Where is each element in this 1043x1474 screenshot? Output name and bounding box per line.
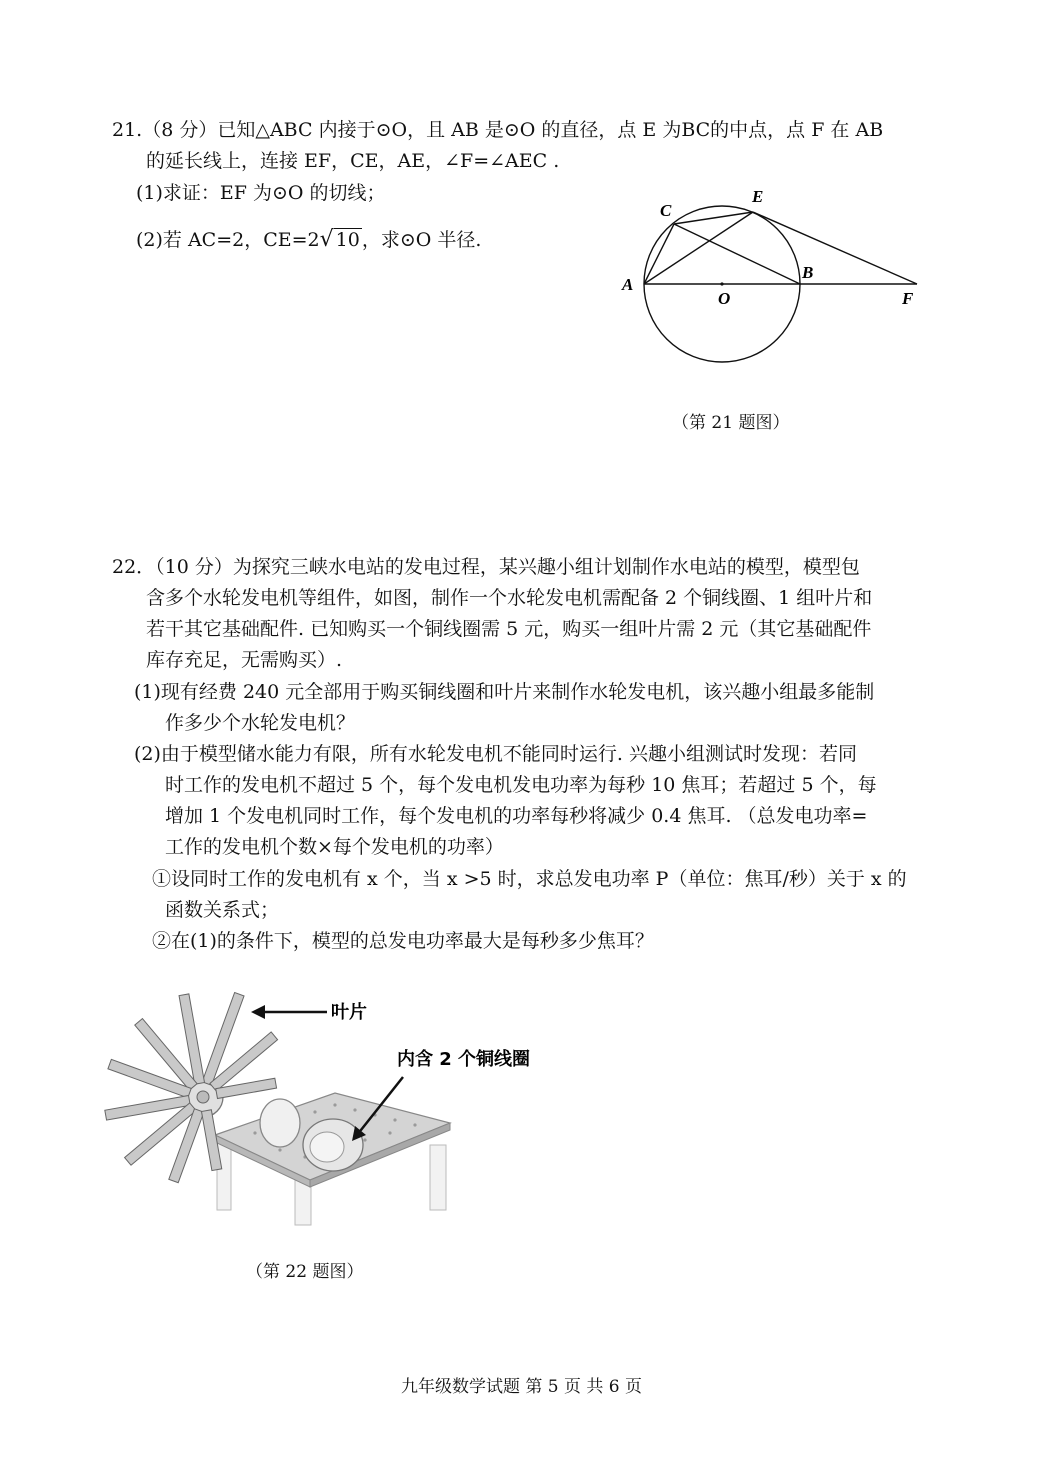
q22-line-1: 含多个水轮发电机等组件，如图，制作一个水轮发电机需配备 2 个铜线圈、1 组叶片和 (146, 587, 873, 609)
q22-line-4: (1)现有经费 240 元全部用于购买铜线圈和叶片来制作水轮发电机，该兴趣小组最多能制 (134, 681, 875, 703)
table-leg (430, 1145, 446, 1210)
q21-part2-radicand: 10 (335, 229, 360, 251)
label-e: E (752, 187, 764, 206)
q21-line1: 21.（8 分）已知△ABC 内接于⊙O，且 AB 是⊙O 的直径，点 E 为BC的中点，点 F 在 AB (112, 119, 884, 141)
label-f: F (902, 289, 914, 308)
motor-face (310, 1132, 344, 1162)
table-leg (217, 1140, 231, 1210)
segment-ac (644, 224, 674, 284)
q21-part2-text: (2)若 AC=2，CE=2 (136, 229, 320, 251)
arrow-blades-head (251, 1005, 265, 1019)
label-a: A (622, 275, 634, 294)
wheel-axle (197, 1091, 209, 1103)
q22-line-5: 作多少个水轮发电机？ (165, 712, 356, 734)
label-c: C (660, 201, 672, 220)
q22-line-11: 函数关系式； (165, 899, 280, 921)
sqrt-symbol: √ (319, 227, 334, 252)
q21-part1: (1)求证：EF 为⊙O 的切线； (136, 182, 386, 204)
label-b: B (802, 263, 814, 282)
q21-part2 (136, 228, 481, 252)
q22-line-10: ①设同时工作的发电机有 x 个，当 x >5 时，求总发电功率 P（单位：焦耳/秒）关于 x 的 (152, 868, 907, 890)
label-blades: 叶片 (331, 1002, 367, 1023)
label-coils: 内含 2 个铜线圈 (397, 1049, 531, 1070)
gear (260, 1099, 300, 1147)
q22-line-6: (2)由于模型储水能力有限，所有水轮发电机不能同时运行. 兴趣小组测试时发现：若同 (134, 743, 857, 765)
q22-caption: （第 22 题图） (246, 1262, 364, 1282)
q22-line-9: 工作的发电机个数×每个发电机的功率） (165, 836, 504, 858)
q21-line2: 的延长线上，连接 EF，CE，AE，∠F=∠AEC . (146, 150, 560, 172)
q21-part2-tail: ，求⊙O 半径. (361, 229, 482, 251)
q22-line-12: ②在(1)的条件下，模型的总发电功率最大是每秒多少焦耳？ (152, 930, 654, 952)
q22-line-8: 增加 1 个发电机同时工作，每个发电机的功率每秒将减少 0.4 焦耳. （总发电功率= (165, 805, 868, 827)
page-footer: 九年级数学试题 第 5 页 共 6 页 (400, 1377, 643, 1397)
segment-ae (644, 212, 753, 284)
segment-ce (674, 212, 753, 224)
q22-line-2: 若干其它基础配件. 已知购买一个铜线圈需 5 元，购买一组叶片需 2 元（其它基础配件 (146, 618, 872, 640)
label-o: O (718, 289, 731, 308)
q22-figure (105, 985, 585, 1255)
q22-line-7: 时工作的发电机不超过 5 个，每个发电机发电功率为每秒 10 焦耳；若超过 5 个，每 (165, 774, 877, 796)
q22-line-0: 22．（10 分）为探究三峡水电站的发电过程，某兴趣小组计划制作水电站的模型，模型包 (112, 556, 860, 578)
center-dot (720, 282, 723, 285)
q21-caption: （第 21 题图） (672, 413, 790, 433)
q21-figure (610, 180, 940, 380)
q22-line-3: 库存充足，无需购买）. (146, 649, 343, 671)
